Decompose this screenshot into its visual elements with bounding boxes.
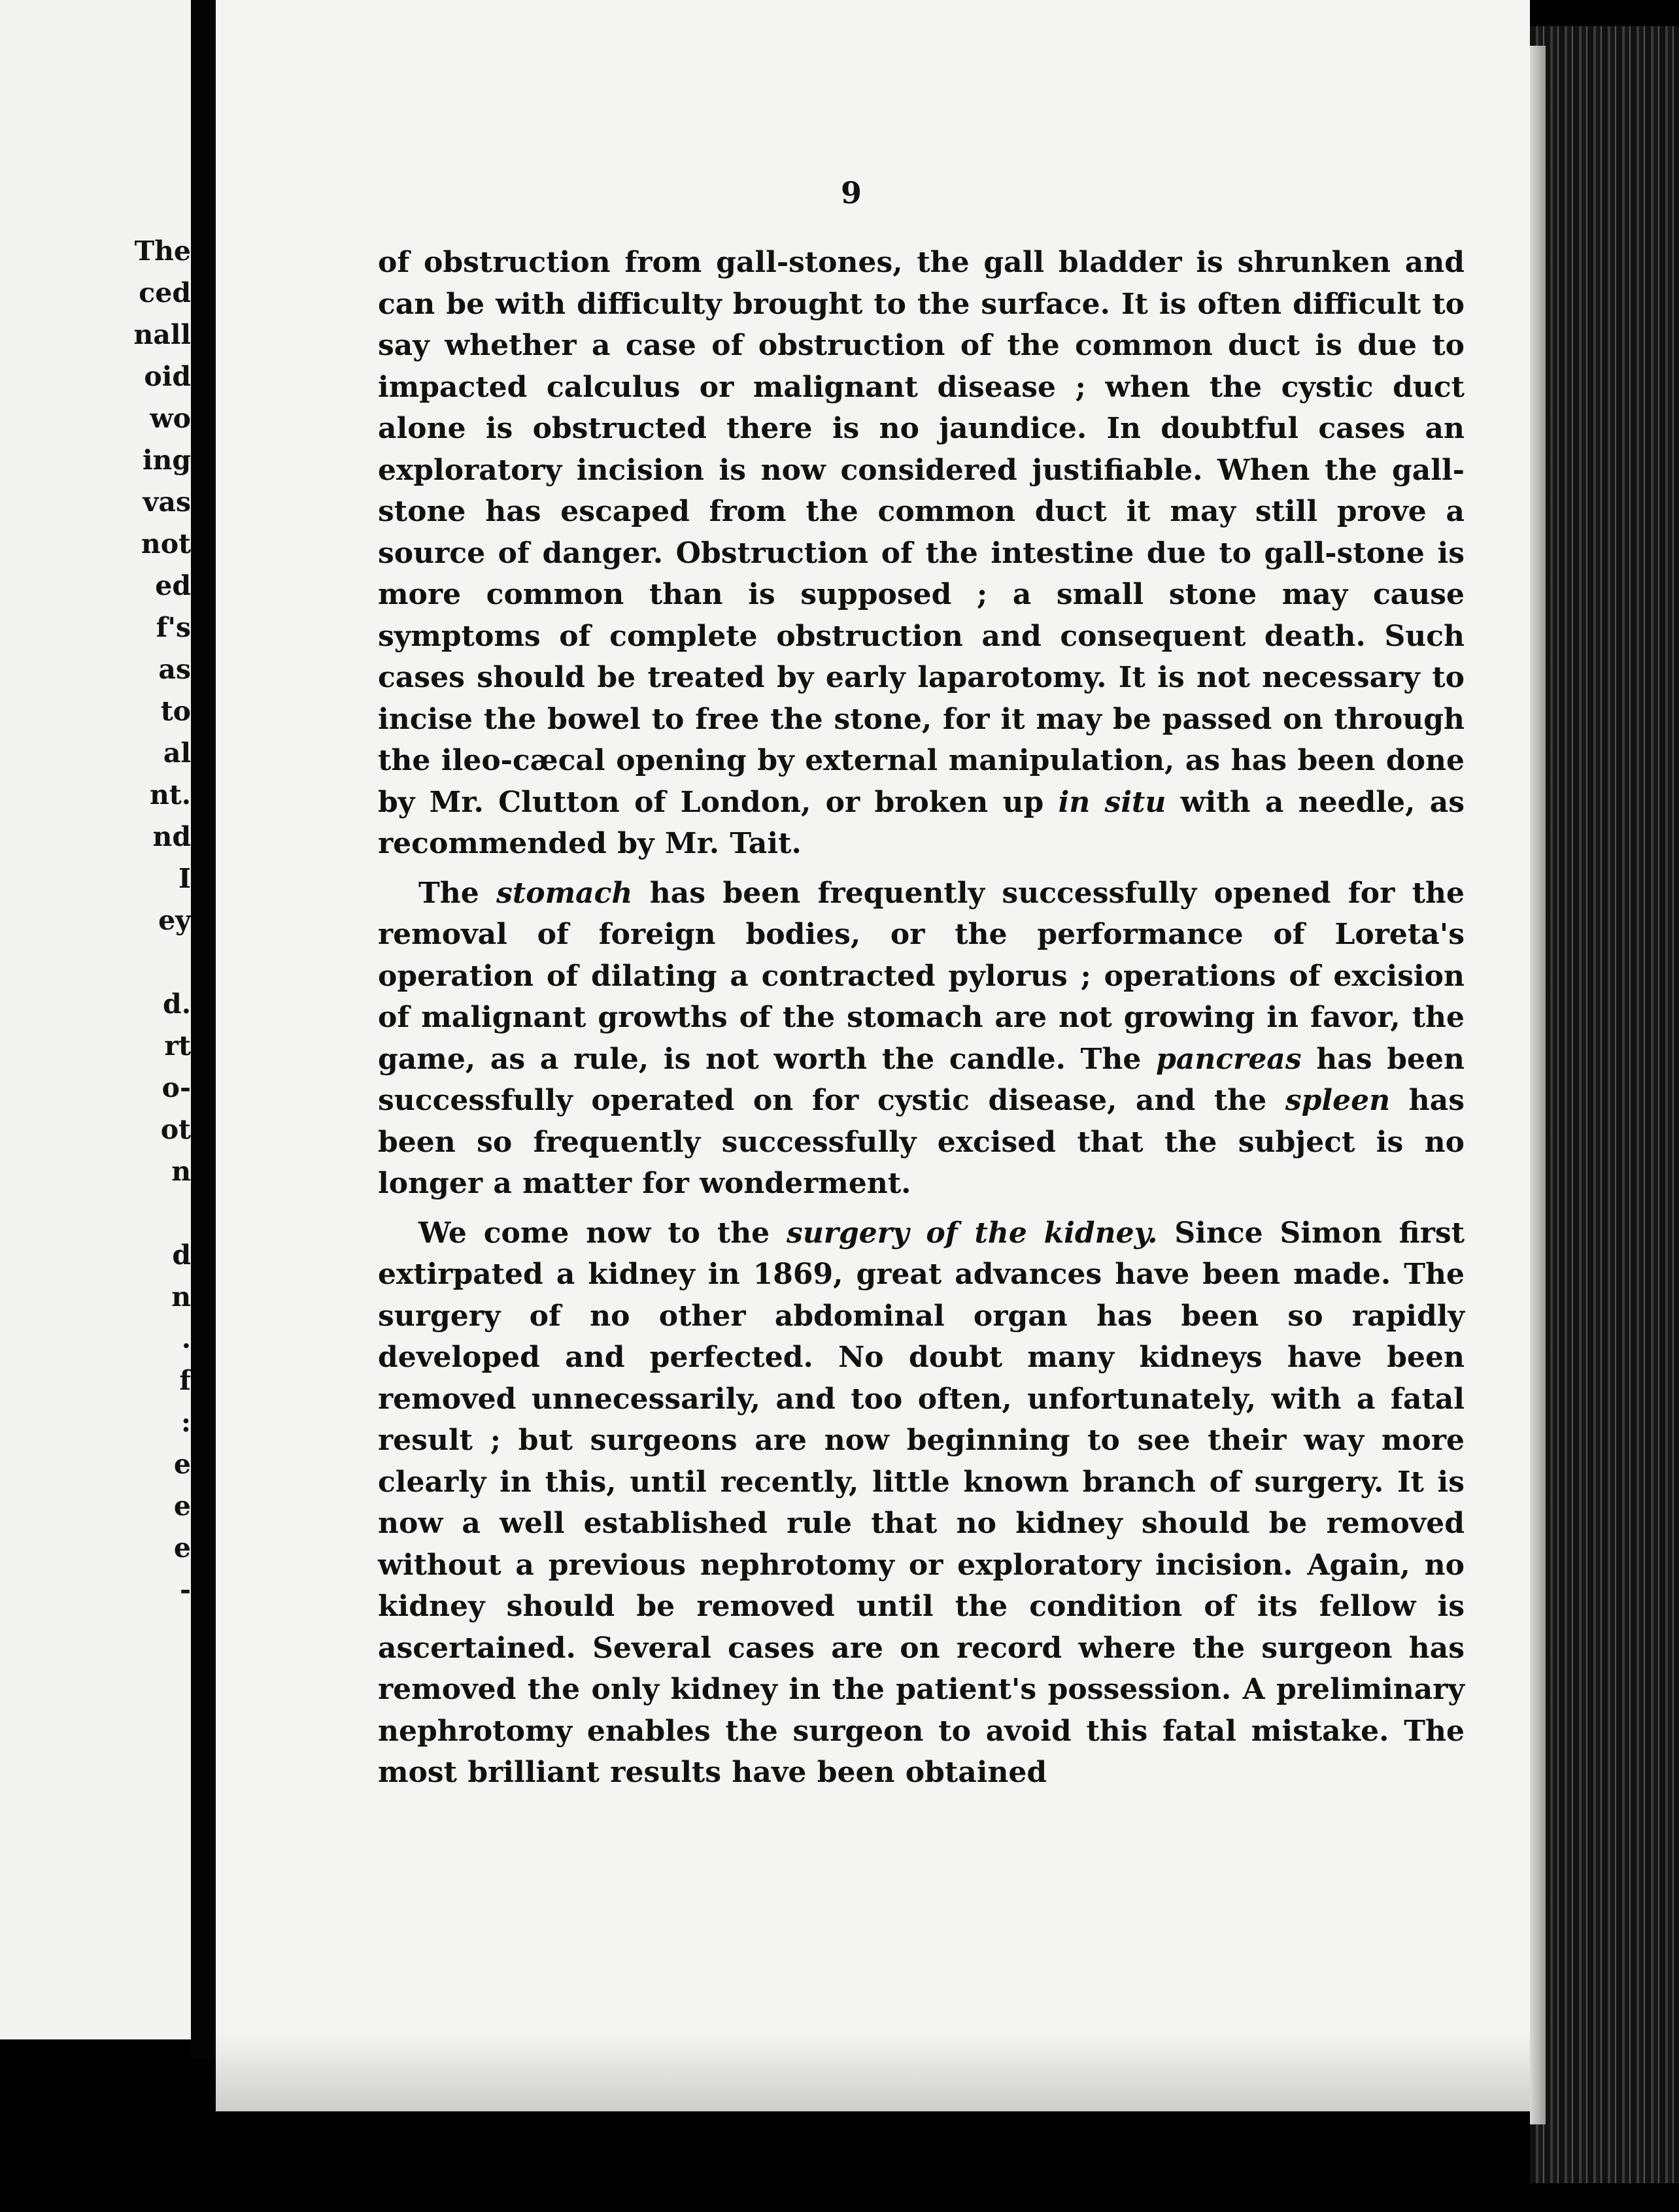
left-page-fragment [112, 1192, 191, 1234]
left-page-fragment: to [160, 695, 191, 727]
left-page-fragment: d. [163, 988, 191, 1020]
italic-term: stomach [496, 876, 633, 910]
left-page-fragment: ced [139, 277, 191, 309]
left-page-fragment: nall [133, 319, 191, 350]
left-page-fragment: al [163, 737, 191, 769]
left-page-fragment [112, 941, 191, 983]
left-page-fragment [112, 1611, 191, 1652]
italic-term: pancreas [1156, 1042, 1302, 1076]
left-page-fragment: I [178, 863, 191, 894]
page-edge-highlight [1530, 46, 1546, 2124]
left-page-fragment: : [180, 1407, 191, 1438]
paragraph-p2 [378, 873, 1465, 1205]
left-page-fragment: . [181, 1323, 191, 1354]
left-page-fragment: f's [156, 612, 191, 643]
page-edges-stack [1530, 26, 1679, 2183]
left-page-fragment: as [158, 654, 191, 685]
left-page-fragment: ot [160, 1114, 191, 1145]
left-page-fragment: ed [155, 570, 191, 601]
left-page-fragment: wo [150, 403, 191, 434]
left-page-fragment: nt. [149, 779, 191, 811]
italic-term: spleen [1285, 1084, 1391, 1117]
text-run: has been frequently successfully opened for the removal of foreign bodies, or the performance of Loreta's operation of dilating a contracted pylorus ; operations of excision of malignant growths of the stomach are not growing in favor, the game, as a rule, is not worth the candle. The [378, 876, 1465, 1076]
left-page-fragment: oid [144, 361, 191, 392]
page-number: 9 [840, 175, 862, 210]
left-page-fragment: e [173, 1532, 191, 1564]
left-page-fragment [112, 1652, 191, 1694]
italic-term: in situ [1058, 785, 1166, 819]
left-page-fragment: n [171, 1156, 191, 1187]
left-page-fragment: vas [143, 486, 191, 518]
left-page-fragment: ing [142, 444, 191, 476]
left-page-fragment: rt [164, 1030, 191, 1062]
left-page-fragment: o- [161, 1072, 191, 1103]
left-page-text-fragments [112, 230, 191, 1694]
text-run: The [418, 876, 497, 910]
text-run: has been successfully operated on for cystic disease, and the [378, 1042, 1465, 1117]
text-run: We come now to the [418, 1216, 787, 1250]
left-facing-page [0, 0, 191, 2039]
text-run: has been so frequently successfully excised that the subject is no longer a matter for wonderment. [378, 1084, 1465, 1200]
left-page-fragment: nd [152, 821, 191, 852]
body-text [378, 242, 1465, 1801]
left-page-fragment: ey [158, 905, 191, 936]
paragraph-p1 [378, 242, 1465, 865]
left-page-fragment: e [173, 1449, 191, 1480]
text-run: Since Simon first extirpated a kidney in 1869, great advances have been made. The surgery of no other abdominal organ has been so rapidly developed and perfected. No doubt many kidneys have been removed unnecessarily, and too often, unfortunately, with a fatal result ; but surgeons are now beginning to see their way more clearly in this, until recently, little known branch of surgery. It is now a well established rule that no kidney should be removed without a previous nephrotomy or exploratory incision. Again, no kidney should be removed until the condition of its fellow is ascertained. Several cases are on record where the surgeon has removed the only kidney in the patient's possession. A preliminary nephrotomy enables the surgeon to avoid this fatal mistake. The most brilliant results have been obtained [378, 1216, 1465, 1789]
text-run: with a needle, as recommended by Mr. Tait. [378, 785, 1465, 860]
left-page-fragment: e [173, 1490, 191, 1522]
left-page-fragment: d [172, 1239, 191, 1271]
left-page-fragment: - [179, 1574, 191, 1605]
left-page-fragment: f [179, 1365, 191, 1396]
left-page-fragment: not [141, 528, 191, 560]
italic-term: surgery of the kidney. [787, 1216, 1158, 1250]
left-page-fragment: The [134, 235, 191, 267]
scan-bottom-border [216, 2111, 1530, 2212]
paragraph-p3 [378, 1213, 1465, 1794]
left-page-fragment: n [171, 1281, 191, 1313]
main-page [216, 0, 1530, 2111]
text-run: of obstruction from gall-stones, the gall bladder is shrunken and can be with difficulty brought to the surface. It is often difficult to say whether a case of obstruction of the common duct is due to impacted calculus or malignant disease ; when the cystic duct alone is obstructed there is no jaundice. In doubtful cases an exploratory incision is now considered justifiable. When the gall-stone has escaped from the common duct it may still prove a source of danger. Obstruction of the intestine due to gall-stone is more common than is supposed ; a small stone may cause symptoms of complete obstruction and consequent death. Such cases should be treated by early laparotomy. It is not necessary to incise the bowel to free the stone, for it may be passed on through the ileo-cæcal opening by external manipulation, as has been done by Mr. Clutton of London, or broken up [378, 246, 1465, 819]
